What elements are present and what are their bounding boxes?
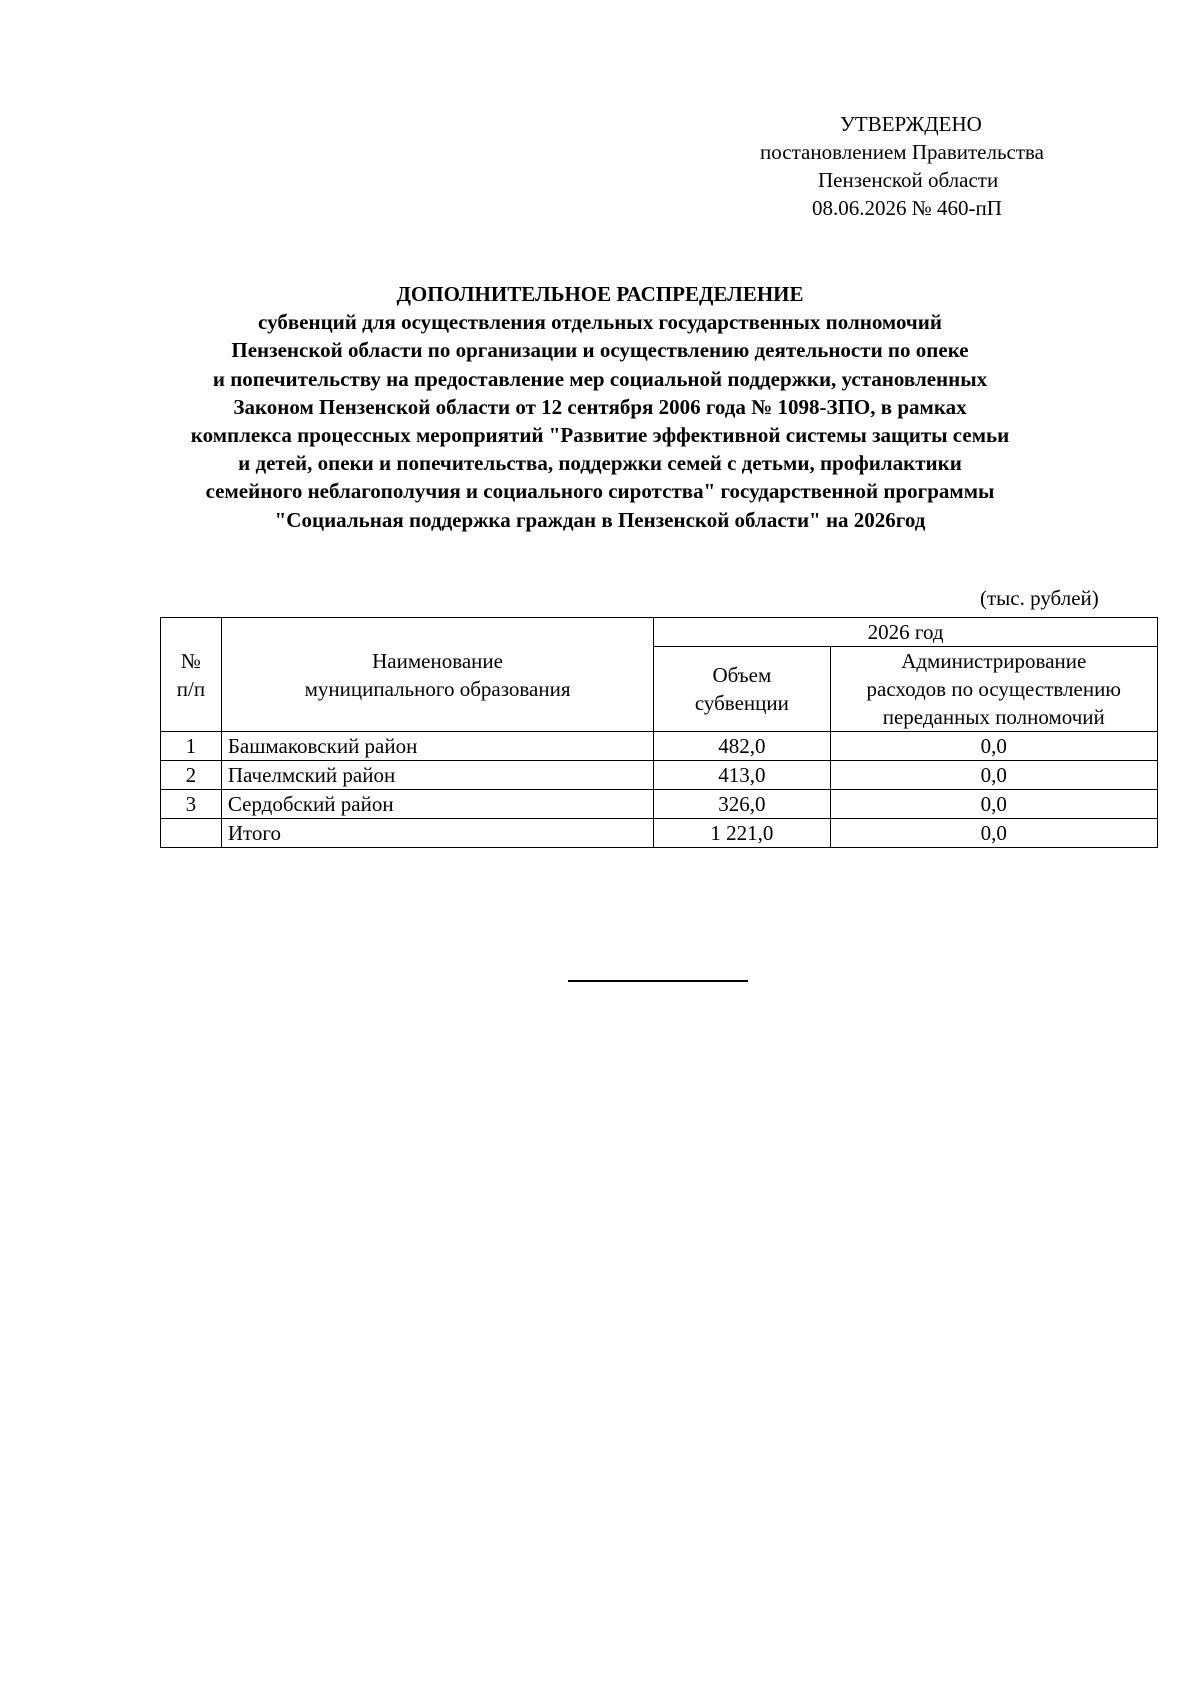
row-number: 3: [161, 790, 222, 819]
header-subvention-volume: Объем субвенции: [654, 647, 830, 732]
units-note: (тыс. рублей): [980, 586, 1099, 610]
total-label: Итого: [221, 819, 653, 848]
row-municipality: Сердобский район: [221, 790, 653, 819]
total-admin: 0,0: [830, 819, 1157, 848]
table-row: [161, 761, 1158, 790]
title-line: семейного неблагополучия и социального сиротства" государственной программы: [205, 479, 995, 504]
title-heading: ДОПОЛНИТЕЛЬНОЕ РАСПРЕДЕЛЕНИЕ: [396, 282, 804, 306]
distribution-table: [160, 617, 1158, 848]
row-volume: 326,0: [654, 790, 830, 819]
title-line: и детей, опеки и попечительства, поддержки семей с детьми, профилактики: [238, 451, 962, 476]
title-line: и попечительству на предоставление мер социальной поддержки, установленных: [212, 366, 988, 391]
document-title: [130, 280, 1070, 534]
row-number: 1: [161, 732, 222, 761]
row-municipality: Башмаковский район: [221, 732, 653, 761]
approval-stamp: [760, 110, 1160, 222]
title-line: комплекса процессных мероприятий "Развитие эффективной системы защиты семьи: [190, 423, 1010, 448]
approval-region: Пензенской области: [818, 168, 999, 192]
closing-separator-line: [568, 980, 748, 982]
header-number: № п/п: [161, 618, 222, 732]
total-number: [161, 819, 222, 848]
approval-authority: постановлением Правительства: [760, 140, 1045, 164]
table-row: [161, 732, 1158, 761]
title-line: субвенций для осуществления отдельных государственных полномочий: [258, 310, 942, 335]
row-volume: 482,0: [654, 732, 830, 761]
row-number: 2: [161, 761, 222, 790]
approval-label: УТВЕРЖДЕНО: [840, 112, 982, 136]
row-admin: 0,0: [830, 732, 1157, 761]
row-municipality: Пачелмский район: [221, 761, 653, 790]
title-line: "Социальная поддержка граждан в Пензенской области" на 2026год: [274, 507, 926, 532]
header-administration: Администрирование расходов по осуществлению переданных полномочий: [830, 647, 1157, 732]
table-row: [161, 790, 1158, 819]
header-municipality: Наименование муниципального образования: [221, 618, 653, 732]
total-volume: 1 221,0: [654, 819, 830, 848]
header-year: 2026 год: [654, 618, 1158, 647]
approval-date-number: 08.06.2026 № 460-пП: [812, 196, 1002, 220]
row-admin: 0,0: [830, 761, 1157, 790]
title-line: Пензенской области по организации и осуществлению деятельности по опеке: [231, 338, 969, 363]
title-line: Законом Пензенской области от 12 сентября 2006 года № 1098-ЗПО, в рамках: [233, 394, 967, 419]
table-total-row: [161, 819, 1158, 848]
row-volume: 413,0: [654, 761, 830, 790]
table-header-row: [161, 618, 1158, 647]
row-admin: 0,0: [830, 790, 1157, 819]
